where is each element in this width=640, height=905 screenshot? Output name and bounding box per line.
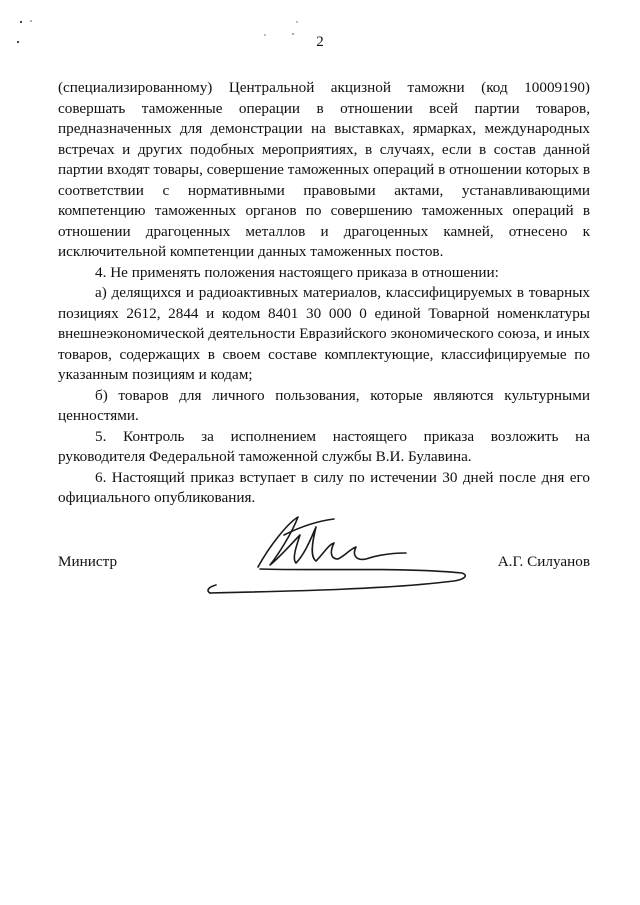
paragraph-item-6: 6. Настоящий приказ вступает в силу по истечении 30 дней после дня его официального опубликования. (58, 468, 590, 506)
paragraph-item-4b: б) товаров для личного пользования, которые являются культурными ценностями. (58, 386, 590, 424)
handwritten-signature (200, 505, 480, 605)
scan-specks (0, 0, 640, 60)
order-body-text (58, 78, 590, 509)
paragraph-item-4: 4. Не применять положения настоящего приказа в отношении: (95, 263, 499, 281)
paragraph-continuation: (специализированному) Центральной акцизной таможни (код 10009190) совершать таможенные операции в отношении всей партии товаров, предназначенных для демонстрации на выставках, ярмарках, международных встречах и других подобных мероприятиях, в случаях, если в состав данной партии входят товары, совершение таможенных операций в отношении которых в соответствии с нормативными правовыми актами, устанавливающими компетенцию таможенных органов по совершению таможенных операций в отношении драгоценных металлов и драгоценных камней, отнесено к исключительной компетенции данных таможенных постов. (58, 79, 590, 260)
paragraph-item-5: 5. Контроль за исполнением настоящего приказа возложить на руководителя Федеральной таможенной службы В.И. Булавина. (58, 427, 590, 465)
signatory-position: Министр (58, 553, 118, 570)
page-number: 2 (316, 34, 324, 50)
signatory-name: А.Г. Силуанов (497, 553, 590, 570)
paragraph-item-4a: а) делящихся и радиоактивных материалов, классифицируемых в товарных позициях 2612, 2844 и кодом 8401 30 000 0 единой Товарной номенклатуры внешнеэкономической деятельности Евразийского экономического союза, и иных товаров, содержащих в своем составе комплектующие, классифицируемые по указанным позициям и кодам; (58, 284, 590, 383)
